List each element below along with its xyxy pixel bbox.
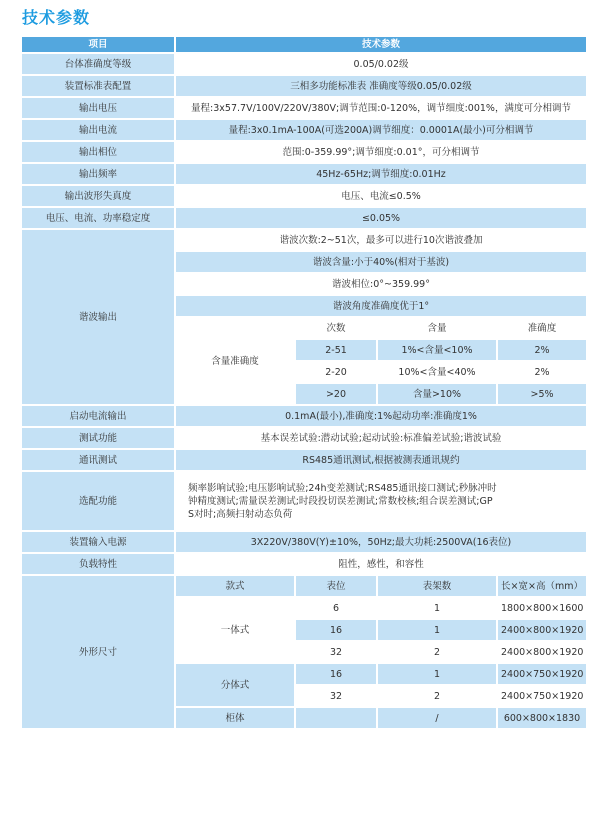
row-label: 台体准确度等级 xyxy=(22,54,174,74)
row-label: 输出波形失真度 xyxy=(22,186,174,206)
header-item: 项目 xyxy=(22,37,174,52)
row-label: 通讯测试 xyxy=(22,450,174,470)
dimensions-cell: 2400×750×1920 xyxy=(498,664,586,684)
dimensions-header: 长×宽×高（mm） xyxy=(498,576,586,596)
row-value: RS485通讯测试,根据被测表通讯规约 xyxy=(176,450,586,470)
harmonic-header: 准确度 xyxy=(498,318,586,338)
row-value: 量程:3x0.1mA-100A(可选200A)调节细度：0.0001A(最小)可分相调节 xyxy=(176,120,586,140)
row-value: 3X220V/380V(Y)±10%，50Hz;最大功耗:2500VA(16表位) xyxy=(176,532,586,552)
dimensions-label: 外形尺寸 xyxy=(22,576,174,728)
dimensions-cell: 2 xyxy=(378,686,496,706)
dimensions-cell: 6 xyxy=(296,598,376,618)
dimensions-cell: 1 xyxy=(378,598,496,618)
harmonic-cell: >5% xyxy=(498,384,586,404)
table-row xyxy=(22,120,586,140)
table-row xyxy=(22,406,586,426)
table-row xyxy=(22,554,586,574)
harmonic-accuracy-label: 含量准确度 xyxy=(176,318,294,404)
table-row xyxy=(22,208,586,228)
harmonic-cell: 含量>10% xyxy=(378,384,496,404)
row-value: 基本误差试验:潜动试验;起动试验:标准偏差试验;谐波试验 xyxy=(176,428,586,448)
row-label: 装置输入电源 xyxy=(22,532,174,552)
dimensions-header-row xyxy=(22,576,586,596)
dimensions-cell: 2400×750×1920 xyxy=(498,686,586,706)
table-row xyxy=(22,98,586,118)
table-row xyxy=(22,164,586,184)
spec-table xyxy=(20,35,588,730)
header-spec: 技术参数 xyxy=(176,37,586,52)
harmonic-line: 谐波相位:0°~359.99° xyxy=(176,274,586,294)
dimensions-cell: 600×800×1830 xyxy=(498,708,586,728)
harmonic-line: 谐波角度准确度优于1° xyxy=(176,296,586,316)
harmonic-cell: 10%<含量<40% xyxy=(378,362,496,382)
table-row xyxy=(22,142,586,162)
row-label: 电压、电流、功率稳定度 xyxy=(22,208,174,228)
harmonic-cell: 2% xyxy=(498,362,586,382)
harmonic-row xyxy=(22,230,586,250)
dimensions-cell: / xyxy=(378,708,496,728)
harmonic-cell: 2-51 xyxy=(296,340,376,360)
optional-label: 选配功能 xyxy=(22,472,174,530)
row-label: 输出频率 xyxy=(22,164,174,184)
optional-line: S对时;高频扫射动态负荷 xyxy=(188,508,293,520)
harmonic-cell: >20 xyxy=(296,384,376,404)
table-row xyxy=(22,186,586,206)
table-row xyxy=(22,428,586,448)
dimensions-cell: 2400×800×1920 xyxy=(498,642,586,662)
harmonic-line: 谐波次数:2~51次，最多可以进行10次谐波叠加 xyxy=(176,230,586,250)
row-label: 装置标准表配置 xyxy=(22,76,174,96)
row-label: 输出相位 xyxy=(22,142,174,162)
dimensions-cell xyxy=(296,708,376,728)
harmonic-line: 谐波含量:小于40%(相对于基波) xyxy=(176,252,586,272)
row-label: 输出电流 xyxy=(22,120,174,140)
dimensions-cell: 1 xyxy=(378,664,496,684)
row-label: 启动电流输出 xyxy=(22,406,174,426)
dimensions-style: 一体式 xyxy=(176,598,294,662)
harmonic-header: 含量 xyxy=(378,318,496,338)
row-value: ≤0.05% xyxy=(176,208,586,228)
table-row xyxy=(22,76,586,96)
table-row xyxy=(22,532,586,552)
dimensions-cell: 2400×800×1920 xyxy=(498,620,586,640)
dimensions-cell: 2 xyxy=(378,642,496,662)
row-label: 测试功能 xyxy=(22,428,174,448)
table-header-row xyxy=(22,37,586,52)
row-label: 负载特性 xyxy=(22,554,174,574)
harmonic-header: 次数 xyxy=(296,318,376,338)
dimensions-cell: 1800×800×1600 xyxy=(498,598,586,618)
optional-value xyxy=(176,472,586,530)
dimensions-cabinet-label: 柜体 xyxy=(176,708,294,728)
optional-line: 频率影响试验;电压影响试验;24h变差测试;RS485通讯接口测试;秒脉冲时 xyxy=(188,482,497,494)
table-row xyxy=(22,54,586,74)
harmonic-label: 谐波输出 xyxy=(22,230,174,404)
harmonic-cell: 1%<含量<10% xyxy=(378,340,496,360)
dimensions-header: 款式 xyxy=(176,576,294,596)
row-value: 0.1mA(最小),准确度:1%起动功率:准确度1% xyxy=(176,406,586,426)
row-label: 输出电压 xyxy=(22,98,174,118)
row-value: 45Hz-65Hz;调节细度:0.01Hz xyxy=(176,164,586,184)
dimensions-cell: 16 xyxy=(296,620,376,640)
row-value: 0.05/0.02级 xyxy=(176,54,586,74)
row-value: 范围:0-359.99°;调节细度:0.01°，可分相调节 xyxy=(176,142,586,162)
row-value: 电压、电流≤0.5% xyxy=(176,186,586,206)
dimensions-cell: 16 xyxy=(296,664,376,684)
row-value: 阻性，感性，和容性 xyxy=(176,554,586,574)
harmonic-cell: 2% xyxy=(498,340,586,360)
page-title: 技术参数 xyxy=(22,8,91,27)
table-row xyxy=(22,450,586,470)
dimensions-cell: 32 xyxy=(296,686,376,706)
dimensions-header: 表架数 xyxy=(378,576,496,596)
dimensions-style: 分体式 xyxy=(176,664,294,706)
dimensions-header: 表位 xyxy=(296,576,376,596)
dimensions-cell: 32 xyxy=(296,642,376,662)
row-value: 量程:3x57.7V/100V/220V/380V;调节范围:0-120%，调节细度:001%，满度可分相调节 xyxy=(176,98,586,118)
optional-row xyxy=(22,472,586,530)
optional-line: 钟精度测试;需量误差测试;时段投切误差测试;常数校核;组合误差测试;GP xyxy=(188,495,493,507)
dimensions-cell: 1 xyxy=(378,620,496,640)
harmonic-cell: 2-20 xyxy=(296,362,376,382)
row-value: 三相多功能标准表 准确度等级0.05/0.02级 xyxy=(176,76,586,96)
